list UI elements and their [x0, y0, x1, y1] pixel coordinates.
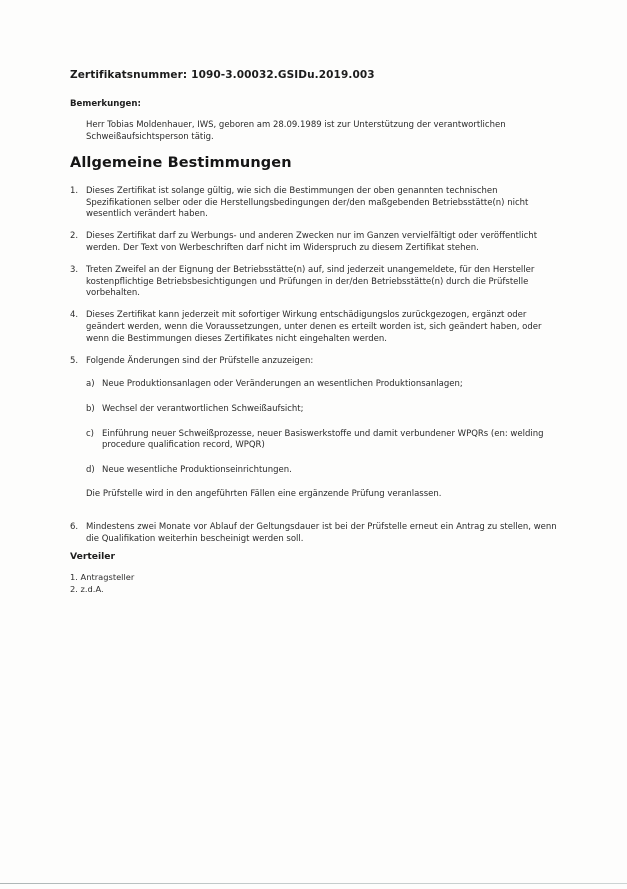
sub-item-a [86, 379, 561, 391]
provision-item-2 [70, 231, 561, 254]
certificate-number-label: Zertifikatsnummer: [70, 69, 188, 81]
provision-text: Treten Zweifel an der Eignung der Betriebsstätte(n) auf, sind jederzeit unangemeldete, für den Hersteller kostenpflichtige Betriebsbesichtigungen und Prüfungen in der/den Betriebsstätte(n) durch die Prüfstelle vorbehalten. [86, 265, 535, 299]
sub-item-letter: d) [86, 464, 95, 475]
provision-item-3 [70, 265, 561, 300]
provision-text: Mindestens zwei Monate vor Ablauf der Geltungsdauer ist bei der Prüfstelle erneut ein Antrag zu stellen, wenn die Qualifikation weiterhin bescheinigt werden soll. [86, 522, 557, 544]
provision-number: 1. [70, 186, 79, 197]
provision-item-6 [70, 522, 561, 545]
scan-page-edge-line [0, 883, 627, 884]
provision-text [86, 356, 561, 512]
provision-number: 5. [70, 355, 79, 366]
provision-item-1 [70, 186, 561, 221]
provision-text-intro: Folgende Änderungen sind der Prüfstelle anzuzeigen: [86, 355, 314, 366]
distribution-item-1: 1. Antragsteller [70, 572, 135, 582]
certificate-number-line [70, 69, 561, 82]
provision-text: Dieses Zertifikat kann jederzeit mit sofortiger Wirkung entschädigungslos zurückgezogen, ergänzt oder geändert werden, wenn die Voraussetzungen, unter denen es erteilt worden ist, sich geändert haben, oder wenn die Bestimmungen dieses Zertifikates nicht eingehalten werden. [86, 310, 542, 344]
sub-item-text: Wechsel der verantwortlichen Schweißaufsicht; [102, 403, 304, 414]
distribution-item-2: 2. z.d.A. [70, 584, 104, 594]
sub-item-c [86, 429, 561, 452]
sub-item-d [86, 465, 561, 477]
provision-sub-items [86, 379, 561, 501]
provision-text: Dieses Zertifikat darf zu Werbungs- und anderen Zwecken nur im Ganzen vervielfältigt oder veröffentlicht werden. Der Text von Werbeschriften darf nicht im Widerspruch zu diesem Zertifikat stehen. [86, 231, 538, 254]
provision-number: 4. [70, 310, 79, 321]
sub-item-b [86, 404, 561, 416]
provision-item-5 [70, 356, 561, 512]
sub-item-text: Einführung neuer Schweißprozesse, neuer Basiswerkstoffe und damit verbundener WPQRs (en: welding procedure qualification record, WPQR) [102, 428, 544, 451]
section-title: Allgemeine Bestimmungen [70, 155, 292, 172]
distribution-list [70, 571, 134, 595]
provision-item-4 [70, 310, 561, 345]
provisions-list [70, 186, 561, 545]
sub-item-letter: b) [86, 403, 95, 414]
distribution-section [70, 551, 134, 595]
distribution-heading: Verteiler [70, 551, 116, 562]
remarks-text: Herr Tobias Moldenhauer, IWS, geboren am 28.09.1989 ist zur Unterstützung der verantwortlichen Schweißaufsichtsperson tätig. [86, 120, 506, 142]
certificate-number-value: 1090-3.00032.GSIDu.2019.003 [191, 69, 375, 81]
provision-number: 3. [70, 265, 79, 276]
sub-item-letter: c) [86, 428, 94, 439]
sub-item-text: Neue Produktionsanlagen oder Veränderungen an wesentlichen Produktionsanlagen; [102, 379, 463, 390]
provision-number: 6. [70, 522, 79, 533]
provision-number: 2. [70, 231, 79, 242]
sub-item-letter: a) [86, 379, 95, 390]
provision-note: Die Prüfstelle wird in den angeführten Fällen eine ergänzende Prüfung veranlassen. [86, 489, 442, 500]
remarks-heading: Bemerkungen: [70, 99, 141, 109]
provision-text: Dieses Zertifikat ist solange gültig, wie sich die Bestimmungen der oben genannten technischen Spezifikationen selber oder die Herstellungsbedingungen der/den maßgebenden Betriebsstätte(n) nicht wesentlich verändert haben. [86, 186, 529, 220]
sub-item-text: Neue wesentliche Produktionseinrichtungen. [102, 464, 292, 475]
